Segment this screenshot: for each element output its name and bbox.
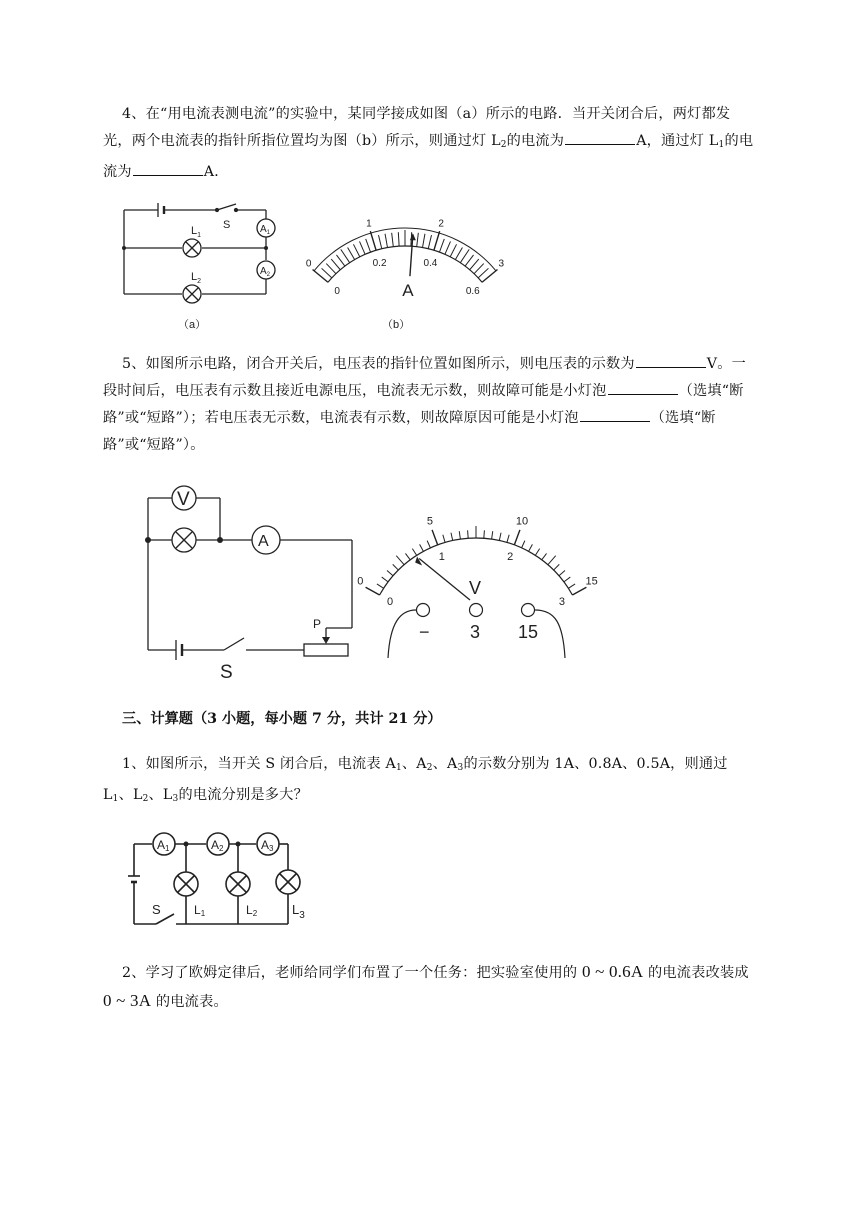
dial-tick bbox=[432, 530, 438, 545]
dial-tick bbox=[507, 535, 509, 543]
dial-tick bbox=[522, 541, 525, 548]
dial-tick bbox=[568, 584, 575, 588]
dial-tick bbox=[393, 564, 399, 570]
lamp-l1-label: $L_1$ bbox=[191, 225, 202, 239]
dial-tick bbox=[465, 255, 473, 266]
dial-tick bbox=[572, 587, 586, 595]
lower-tick-label: 0.4 bbox=[423, 257, 438, 269]
calc-question-2: 2、学习了欧姆定律后，老师给同学们布置了一个任务：把实验室使用的 0 ~ 0.6A 的电流表改装成 0 ~ 3A 的电流表。 bbox=[103, 962, 749, 1010]
dial-tick bbox=[387, 571, 393, 576]
section-heading: 三、计算题（3 小题，每小题 7 分，共计 21 分） bbox=[122, 711, 442, 727]
upper-tick-label: 3 bbox=[498, 258, 505, 270]
upper-tick-label: 15 bbox=[585, 575, 598, 588]
dial-tick bbox=[336, 255, 344, 266]
dial-tick bbox=[478, 268, 488, 278]
dial-tick bbox=[366, 239, 371, 252]
answer-blank-voltage[interactable] bbox=[636, 351, 706, 368]
answer-blank-l1[interactable] bbox=[133, 159, 203, 176]
switch-label: S bbox=[223, 219, 231, 231]
question-4: 4、在“用电流表测电流”的实验中，某同学接成如图（a）所示的电路．当开关闭合后，两灯都发光，两个电流表的指针所指位置均为图（b）所示，则通过灯 $L_2$的电流为 A，通过灯 $L_1$的电流为 A． bbox=[103, 106, 754, 180]
calc-l1-label: L1 bbox=[194, 903, 206, 918]
lower-tick-label: 1 bbox=[438, 551, 445, 564]
dial-tick bbox=[434, 231, 440, 250]
ammeter-a2-label: $A_2$ bbox=[260, 266, 271, 278]
dial-tick bbox=[348, 248, 355, 260]
dial-tick bbox=[499, 533, 501, 541]
dial-tick bbox=[423, 234, 425, 248]
lower-tick-label: 2 bbox=[507, 551, 514, 564]
lamp-l2-label: $L_2$ bbox=[191, 271, 202, 285]
pointer-label: A bbox=[402, 281, 414, 301]
dial-tick bbox=[398, 232, 399, 246]
calc-a2-label: A2 bbox=[211, 838, 224, 853]
dial-tick bbox=[353, 244, 359, 256]
dial-tick bbox=[492, 531, 493, 539]
q5-circuit bbox=[140, 478, 360, 683]
dial-tick bbox=[412, 549, 416, 556]
dial-tick bbox=[366, 587, 380, 595]
dial-tick bbox=[396, 556, 404, 565]
dial-tick bbox=[484, 530, 485, 538]
dial-tick bbox=[326, 264, 336, 274]
dial-tick bbox=[360, 241, 366, 254]
dial-tick bbox=[445, 241, 451, 254]
figure-b-caption: （b） bbox=[382, 319, 411, 331]
dial-tick bbox=[460, 249, 469, 262]
dial-tick bbox=[564, 577, 570, 582]
dial-tick bbox=[459, 531, 460, 539]
calc-switch-label: S bbox=[152, 902, 161, 917]
upper-tick-label: 10 bbox=[515, 515, 529, 528]
dial-tick bbox=[405, 553, 410, 559]
dial-tick bbox=[377, 584, 384, 588]
terminal-15: 15 bbox=[518, 622, 539, 642]
dial-tick bbox=[455, 248, 462, 260]
dial-tick bbox=[341, 249, 350, 262]
calc-a3-label: A3 bbox=[261, 838, 274, 853]
dial-tick bbox=[474, 264, 484, 274]
question-5: 5、如图所示电路，闭合开关后，电压表的指针位置如图所示，则电压表的示数为 V。一段时间后，电压表有示数且接近电源电压，电流表无示数，则故障可能是小灯泡 （选填“断路”或“短路”）；若电压表无示数，电流表有示数，则故障原因可能是小灯泡 （选填“断路”或“短路”）。 bbox=[103, 351, 758, 459]
figure-a-caption: （a） bbox=[178, 319, 207, 331]
dial-tick bbox=[451, 533, 453, 541]
upper-tick-label: 1 bbox=[366, 218, 372, 230]
dial-tick bbox=[417, 233, 419, 247]
calc-l2-label: L2 bbox=[246, 903, 258, 918]
lower-tick-label: 0.6 bbox=[465, 285, 480, 297]
dial-tick bbox=[439, 239, 444, 252]
answer-blank-fault-2[interactable] bbox=[580, 405, 650, 422]
dial-tick bbox=[529, 544, 533, 551]
voltmeter-symbol: V bbox=[469, 578, 482, 598]
dial-tick bbox=[514, 530, 520, 545]
upper-tick-label: 0 bbox=[357, 575, 364, 588]
figure-a-circuit bbox=[118, 196, 288, 336]
voltmeter-label: V bbox=[177, 489, 190, 510]
upper-tick-label: 0 bbox=[305, 258, 312, 270]
dial-tick bbox=[427, 541, 430, 548]
dial-tick bbox=[548, 556, 556, 565]
calc-l3-label: $L_3$ bbox=[292, 902, 305, 921]
dial-tick bbox=[420, 544, 424, 551]
terminal-3: 3 bbox=[470, 622, 481, 642]
answer-blank-fault-1[interactable] bbox=[608, 378, 678, 395]
dial-tick bbox=[331, 259, 340, 270]
switch-label: S bbox=[220, 662, 233, 683]
dial-tick bbox=[382, 577, 388, 582]
lower-tick-label: 3 bbox=[558, 595, 565, 608]
dial-tick bbox=[559, 571, 565, 576]
dial-tick bbox=[322, 268, 332, 278]
dial-tick bbox=[370, 231, 376, 250]
slider-label: P bbox=[313, 617, 322, 631]
dial-tick bbox=[470, 259, 479, 270]
dial-tick bbox=[443, 535, 445, 543]
q5-voltmeter-dial bbox=[357, 498, 598, 668]
dial-tick bbox=[468, 530, 469, 538]
calc-q1-circuit bbox=[124, 826, 324, 936]
lower-tick-label: 0.2 bbox=[372, 257, 387, 269]
dial-tick bbox=[535, 549, 539, 556]
upper-tick-label: 2 bbox=[438, 218, 444, 230]
dial-tick bbox=[450, 244, 456, 256]
figure-b-ammeter-dial bbox=[305, 196, 510, 336]
upper-tick-label: 5 bbox=[426, 515, 434, 528]
calc-a1-label: A1 bbox=[157, 838, 170, 853]
dial-tick bbox=[385, 234, 387, 248]
pointer-arrowhead bbox=[410, 233, 416, 240]
dial-tick bbox=[542, 553, 547, 559]
lower-tick-label: 0 bbox=[387, 595, 394, 608]
dial-tick bbox=[428, 235, 431, 249]
lower-tick-label: 0 bbox=[334, 285, 340, 297]
pointer-arrowhead bbox=[415, 557, 422, 566]
ammeter-a1-label: $A_1$ bbox=[260, 224, 271, 236]
ammeter-label: A bbox=[258, 533, 269, 550]
dial-pointer bbox=[419, 559, 470, 600]
terminal-negative: − bbox=[419, 622, 430, 642]
answer-blank-l2[interactable] bbox=[565, 128, 635, 145]
dial-tick bbox=[392, 233, 394, 247]
dial-tick bbox=[554, 564, 560, 570]
calc-question-1: 1、如图所示，当开关 S 闭合后，电流表 $A_1$、$A_2$、$A_3$的示数分别为 1A、0.8A、0.5A，则通过 $L_1$、$L_2$、$L_3$的电流分别是多大？ bbox=[103, 756, 728, 804]
dial-tick bbox=[379, 235, 382, 249]
